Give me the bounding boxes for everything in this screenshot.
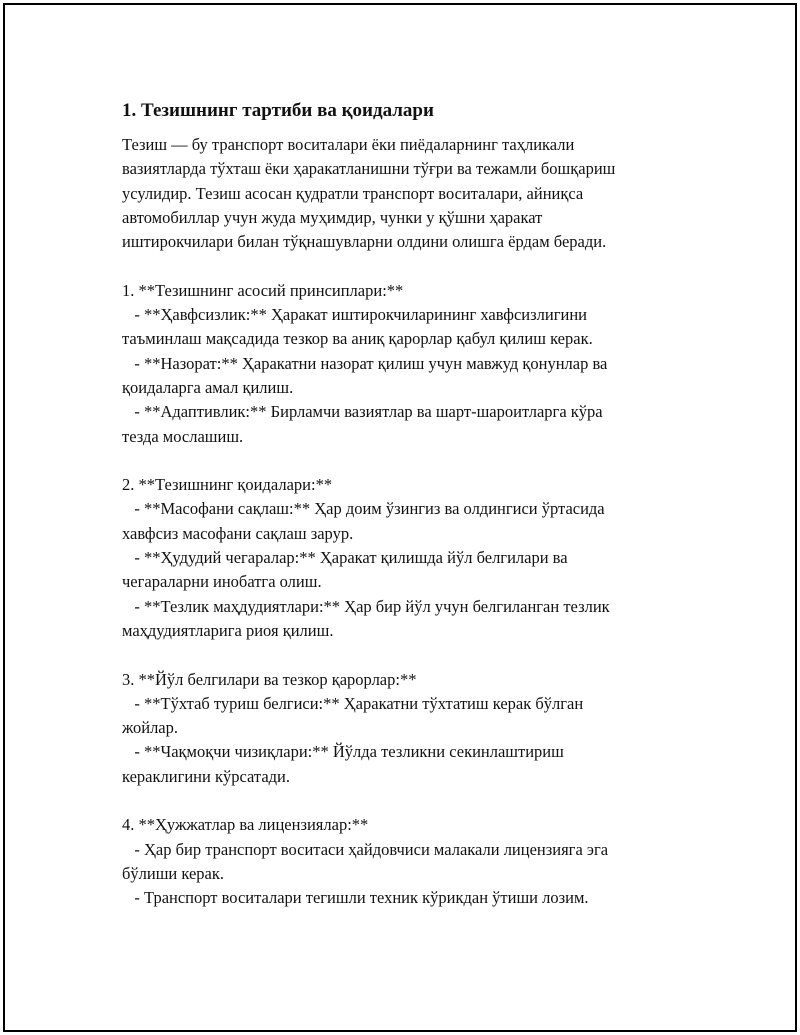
spacer bbox=[122, 643, 682, 667]
list-item: - **Масофани сақлаш:** Ҳар доим ўзингиз ва олдингиси ўртасида bbox=[122, 499, 605, 519]
intro-paragraph bbox=[122, 133, 682, 254]
list-item-continuation: кераклигини кўрсатади. bbox=[122, 766, 290, 786]
list-item: - Ҳар бир транспорт воситаси ҳайдовчиси малакали лицензияга эга bbox=[122, 839, 609, 859]
intro-line: автомобиллар учун жуда муҳимдир, чунки у қўшни ҳаракат bbox=[122, 207, 543, 227]
page-frame bbox=[3, 3, 797, 1032]
spacer bbox=[122, 449, 682, 473]
section-rules bbox=[122, 473, 682, 643]
document-body bbox=[122, 98, 682, 911]
intro-line: усулидир. Тезиш асосан қудратли транспорт воситалари, айниқса bbox=[122, 183, 584, 203]
list-item-continuation: қоидаларга амал қилиш. bbox=[122, 377, 294, 397]
intro-line: Тезиш — бу транспорт воситалари ёки пиёдаларнинг таҳликали bbox=[122, 135, 575, 154]
section-heading: 3. **Йўл белгилари ва тезкор қарорлар:** bbox=[122, 669, 417, 689]
section-heading: 2. **Тезишнинг қоидалари:** bbox=[122, 475, 333, 495]
section-road-signs bbox=[122, 668, 682, 789]
list-item-continuation: тезда мослашиш. bbox=[122, 426, 244, 446]
list-item: - **Ҳавфсизлик:** Ҳаракат иштирокчиларининг хавфсизлигини bbox=[122, 305, 587, 325]
spacer bbox=[122, 789, 682, 813]
list-item: - **Ҳудудий чегаралар:** Ҳаракат қилишда йўл белгилари ва bbox=[122, 548, 568, 568]
list-item: - **Назорат:** Ҳаракатни назорат қилиш учун мавжуд қонунлар ва bbox=[122, 353, 608, 373]
spacer bbox=[122, 254, 682, 278]
list-item-continuation: маҳдудиятларига риоя қилиш. bbox=[122, 620, 334, 640]
section-heading: 4. **Ҳужжатлар ва лицензиялар:** bbox=[122, 815, 369, 835]
list-item-continuation: чегараларни инобатга олиш. bbox=[122, 572, 322, 592]
document-title: 1. Тезишнинг тартиби ва қоидалари bbox=[122, 100, 434, 121]
section-documents bbox=[122, 813, 682, 910]
list-item-continuation: хавфсиз масофани сақлаш зарур. bbox=[122, 523, 354, 543]
list-item: - **Адаптивлик:** Бирламчи вазиятлар ва шарт-шароитларга кўра bbox=[122, 402, 603, 422]
list-item-continuation: таъминлаш мақсадида тезкор ва аниқ қарорлар қабул қилиш керак. bbox=[122, 329, 593, 349]
list-item-continuation: бўлиши керак. bbox=[122, 863, 225, 883]
section-heading: 1. **Тезишнинг асосий принсиплари:** bbox=[122, 280, 404, 300]
intro-line: иштирокчилари билан тўқнашувларни олдини олишга ёрдам беради. bbox=[122, 232, 607, 252]
list-item: - Транспорт воситалари тегишли техник кўрикдан ўтиши лозим. bbox=[122, 888, 589, 908]
list-item: - **Тўхтаб туриш белгиси:** Ҳаракатни тўхтатиш керак бўлган bbox=[122, 693, 584, 713]
list-item: - **Чақмоқчи чизиқлари:** Йўлда тезликни секинлаштириш bbox=[122, 742, 564, 762]
intro-line: вазиятларда тўхташ ёки ҳаракатланишни тўғри ва тежамли бошқариш bbox=[122, 159, 616, 179]
list-item: - **Тезлик маҳдудиятлари:** Ҳар бир йўл учун белгиланган тезлик bbox=[122, 596, 610, 616]
list-item-continuation: жойлар. bbox=[122, 718, 179, 738]
section-principles bbox=[122, 279, 682, 449]
